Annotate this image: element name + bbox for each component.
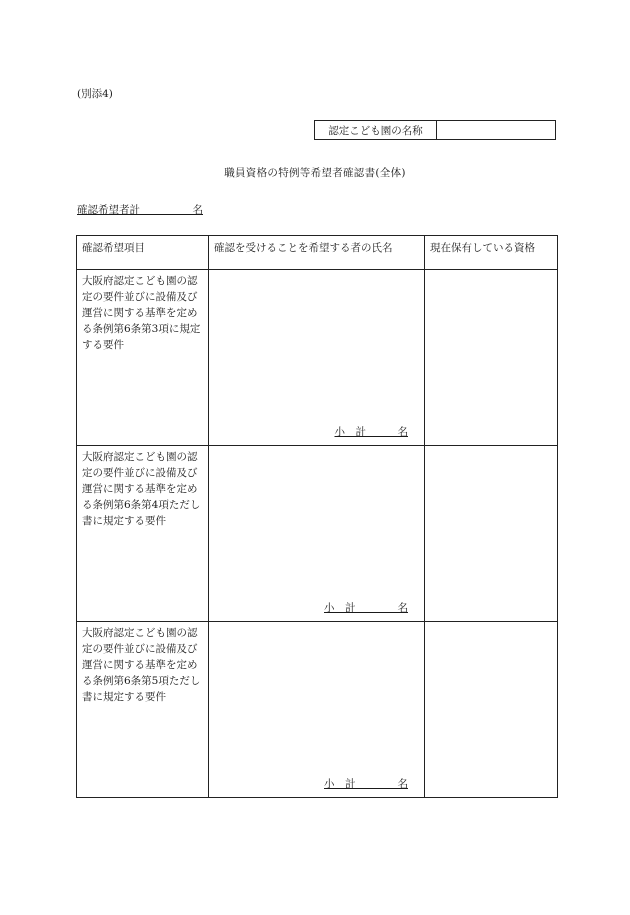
names-cell[interactable] [209, 446, 425, 622]
document-title: 職員資格の特例等希望者確認書(全体) [224, 167, 406, 179]
facility-name-label: 認定こども園の名称 [315, 121, 437, 139]
names-cell[interactable] [209, 270, 425, 446]
header-names: 確認を受けることを希望する者の氏名 [209, 236, 425, 270]
table-row [77, 622, 558, 798]
subtotal-label: 小 計 名 [334, 426, 408, 438]
confirmation-table [76, 235, 558, 798]
total-applicants-line: 確認希望者計 名 [77, 204, 203, 216]
item-cell [77, 270, 209, 446]
table-row [77, 446, 558, 622]
header-qualification: 現在保有している資格 [425, 236, 558, 270]
facility-name-box [314, 120, 556, 140]
qualification-cell[interactable] [425, 446, 558, 622]
names-cell[interactable] [209, 622, 425, 798]
facility-name-field[interactable] [437, 121, 555, 139]
item-text: 大阪府認定こども園の認定の要件並びに設備及び運営に関する基準を定める条例第6条第3項に規定する要件 [82, 275, 201, 351]
item-cell [77, 622, 209, 798]
subtotal-label: 小 計 名 [324, 602, 408, 614]
subtotal-label: 小 計 名 [324, 778, 408, 790]
annex-label: (別添4) [77, 88, 113, 100]
qualification-cell[interactable] [425, 270, 558, 446]
item-text: 大阪府認定こども園の認定の要件並びに設備及び運営に関する基準を定める条例第6条第4項ただし書に規定する要件 [82, 451, 201, 527]
table-row [77, 270, 558, 446]
table-header-row [77, 236, 558, 270]
item-cell [77, 446, 209, 622]
header-item: 確認希望項目 [77, 236, 209, 270]
qualification-cell[interactable] [425, 622, 558, 798]
item-text: 大阪府認定こども園の認定の要件並びに設備及び運営に関する基準を定める条例第6条第5項ただし書に規定する要件 [82, 627, 201, 703]
